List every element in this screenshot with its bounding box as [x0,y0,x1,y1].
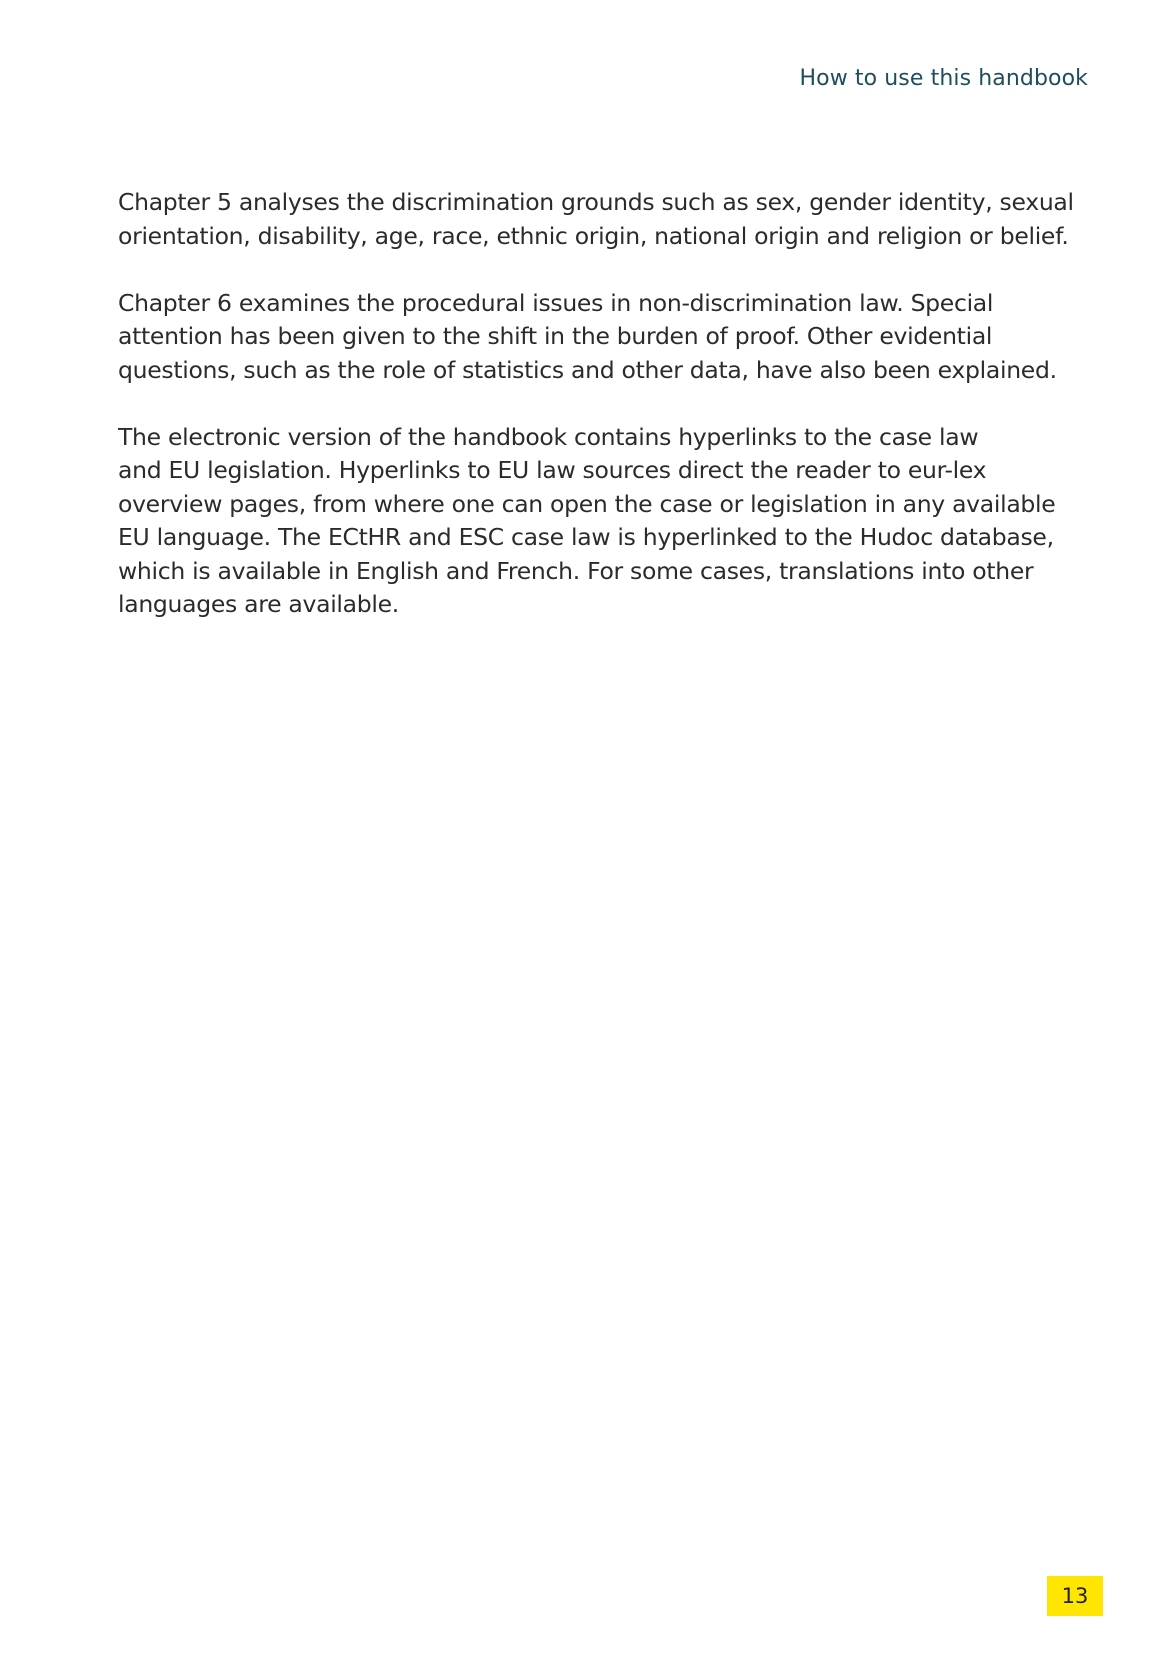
text-line: which is available in English and French. For some cases, translations into other [118,556,1034,585]
text-line: EU language. The ECtHR and ESC case law is hyperlinked to the Hudoc database, [118,523,1054,551]
text-line: and EU legislation. Hyperlinks to EU law sources direct the reader to eur-lex [118,456,987,484]
text-line: overview pages, from where one can open the case or legislation in any available [118,489,1056,518]
text-line: Chapter 5 analyses the discrimination grounds such as sex, gender identity, sexual [118,188,1074,216]
text-line: The electronic version of the handbook contains hyperlinks to the case law [118,422,979,451]
page-number: 13 [1061,1584,1089,1608]
page-number-badge [1047,1576,1103,1616]
text-line: questions, such as the role of statistics and other data, have also been explained. [118,355,1057,384]
paragraph-chapter-6 [118,287,1057,388]
text-line: orientation, disability, age, race, ethnic origin, national origin and religion or belief. [118,221,1069,250]
paragraph-electronic-version [118,421,1056,622]
paragraph-chapter-5 [118,186,1074,253]
text-line: attention has been given to the shift in the burden of proof. Other evidential [118,322,993,350]
text-line: languages are available. [118,590,399,618]
text-line: Chapter 6 examines the procedural issues in non-discrimination law. Special [118,288,994,317]
running-header: How to use this handbook [799,66,1088,91]
body-text [118,186,1074,655]
